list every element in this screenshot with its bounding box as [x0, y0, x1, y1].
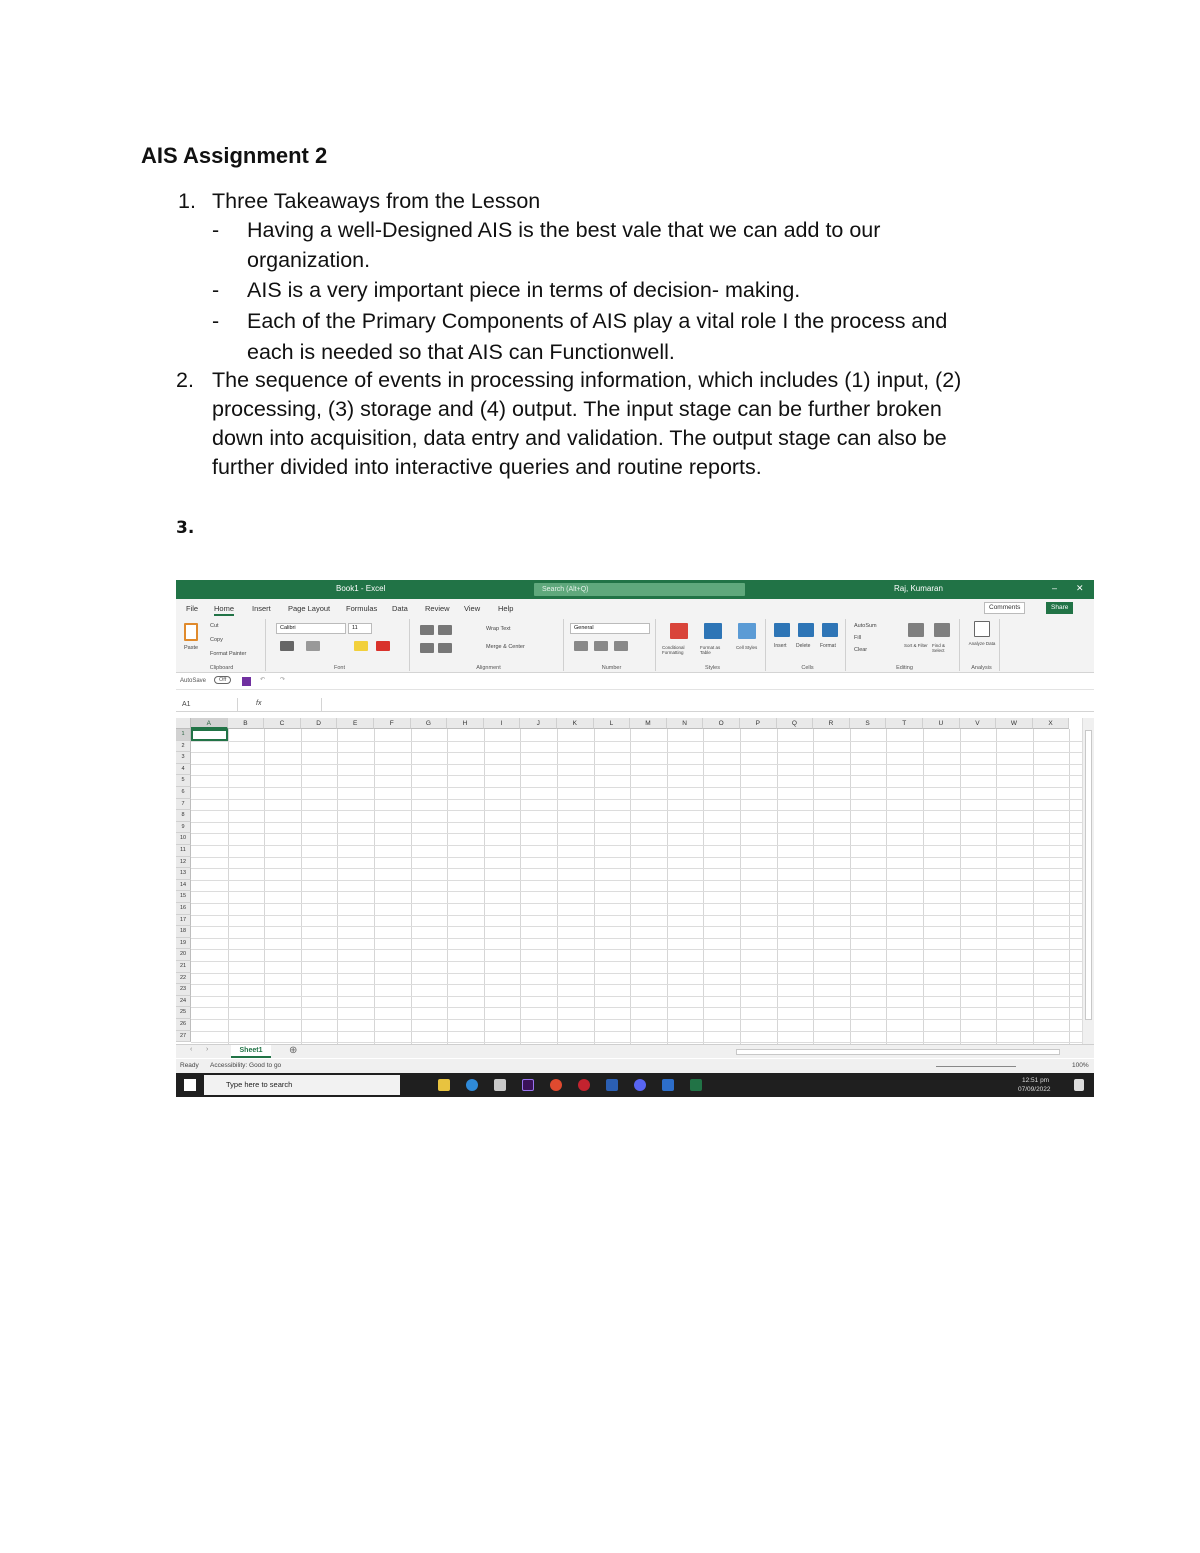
- tab-page-layout[interactable]: Page Layout: [288, 604, 331, 613]
- gridline-horizontal: [191, 822, 1082, 823]
- column-header[interactable]: S: [850, 718, 887, 729]
- format-cells-icon[interactable]: [822, 623, 838, 637]
- wrap-text-button[interactable]: Wrap Text: [486, 626, 511, 632]
- tab-view[interactable]: View: [464, 604, 481, 613]
- document-title: AIS Assignment 2: [141, 143, 328, 168]
- column-header[interactable]: X: [1033, 718, 1070, 729]
- gridline-horizontal: [191, 1031, 1082, 1032]
- clipboard-group: [178, 619, 266, 671]
- gridline-horizontal: [191, 973, 1082, 974]
- alignment-group: [414, 619, 564, 671]
- analyze-data-label: Analyze Data: [968, 641, 996, 646]
- row-header[interactable]: 3: [176, 752, 191, 764]
- delete-label: Delete: [796, 643, 811, 649]
- edge-icon[interactable]: [466, 1079, 478, 1091]
- column-header[interactable]: E: [337, 718, 374, 729]
- redo-icon[interactable]: ↷: [280, 677, 286, 683]
- row-header[interactable]: 27: [176, 1031, 191, 1043]
- delete-cells-icon[interactable]: [798, 623, 814, 637]
- row-header[interactable]: 25: [176, 1007, 191, 1019]
- percent-icon[interactable]: [594, 641, 608, 651]
- find-select-icon[interactable]: [934, 623, 950, 637]
- column-header[interactable]: R: [813, 718, 850, 729]
- bullet-2-dash: -: [212, 278, 220, 302]
- user-name[interactable]: Raj, Kumaran: [894, 584, 943, 593]
- column-header[interactable]: V: [960, 718, 997, 729]
- mail-icon[interactable]: [662, 1079, 674, 1091]
- fill-color-icon[interactable]: [354, 641, 368, 651]
- horizontal-scrollbar[interactable]: [736, 1049, 1060, 1055]
- next-sheet-icon[interactable]: ›: [206, 1046, 209, 1053]
- editing-caption: Editing: [896, 665, 913, 671]
- number-caption: Number: [601, 665, 622, 671]
- bullet-3-dash: -: [212, 309, 220, 333]
- sort-filter-label: Sort & Filter: [904, 643, 928, 648]
- cell-styles-label: Cell Styles: [736, 645, 758, 650]
- gridline-horizontal: [191, 938, 1082, 939]
- format-label: Format: [820, 643, 836, 649]
- font-color-icon[interactable]: [376, 641, 390, 651]
- cells-group: [770, 619, 846, 671]
- row-header[interactable]: 9: [176, 822, 191, 834]
- row-header[interactable]: 24: [176, 996, 191, 1008]
- currency-icon[interactable]: [574, 641, 588, 651]
- item-2-line-3: down into acquisition, data entry and validation. The output stage can also be: [212, 426, 947, 450]
- sheet-tab[interactable]: Sheet1: [231, 1045, 271, 1058]
- gridline-horizontal: [191, 996, 1082, 997]
- item-2-line-4: further divided into interactive queries and routine reports.: [212, 455, 762, 479]
- item-1: [178, 187, 196, 217]
- zoom-slider[interactable]: [936, 1066, 1016, 1067]
- align-center-icon[interactable]: [438, 643, 452, 653]
- gridline-horizontal: [191, 1019, 1082, 1020]
- row-header[interactable]: 19: [176, 938, 191, 950]
- row-header[interactable]: 8: [176, 810, 191, 822]
- select-all-corner[interactable]: [176, 718, 191, 729]
- row-header[interactable]: 2: [176, 741, 191, 753]
- item-2-line-2: processing, (3) storage and (4) output. The input stage can be further broken: [212, 397, 942, 421]
- gridline-horizontal: [191, 857, 1082, 858]
- row-header[interactable]: 11: [176, 845, 191, 857]
- gridline-horizontal: [191, 833, 1082, 834]
- gridline-horizontal: [191, 741, 1082, 742]
- gridline-horizontal: [191, 915, 1082, 916]
- excel-screenshot: [176, 580, 1094, 1097]
- gridline-horizontal: [191, 752, 1082, 753]
- fill-button[interactable]: Fill: [854, 635, 862, 641]
- column-header[interactable]: K: [557, 718, 594, 729]
- tab-insert[interactable]: Insert: [252, 604, 271, 613]
- styles-caption: Styles: [705, 665, 720, 671]
- cut-button[interactable]: Cut: [210, 623, 219, 629]
- alignment-caption: Alignment: [476, 665, 501, 671]
- row-header[interactable]: 23: [176, 984, 191, 996]
- name-box[interactable]: A1: [176, 698, 238, 712]
- row-header[interactable]: 4: [176, 764, 191, 776]
- taskbar-search[interactable]: Type here to search: [204, 1075, 400, 1095]
- gridline-horizontal: [191, 810, 1082, 811]
- row-header[interactable]: 22: [176, 973, 191, 985]
- gridline-horizontal: [191, 903, 1082, 904]
- new-sheet-icon[interactable]: ⊕: [289, 1045, 298, 1056]
- sheet-tab-bar: [176, 1044, 1094, 1058]
- tab-file[interactable]: File: [186, 604, 199, 613]
- opera-icon[interactable]: [578, 1079, 590, 1091]
- number-group: [568, 619, 656, 671]
- status-bar: [176, 1059, 1094, 1073]
- gridline-horizontal: [191, 775, 1082, 776]
- column-header[interactable]: U: [923, 718, 960, 729]
- insert-label: Insert: [774, 643, 787, 649]
- excel-title-bar: [176, 580, 1094, 599]
- prev-sheet-icon[interactable]: ‹: [190, 1046, 193, 1053]
- font-size-select[interactable]: 11: [348, 623, 372, 634]
- row-header[interactable]: 14: [176, 880, 191, 892]
- align-top-icon[interactable]: [420, 625, 434, 635]
- item-2-line-1: The sequence of events in processing information, which includes (1) input, (2): [212, 368, 962, 392]
- minimize-button[interactable]: –: [1052, 583, 1058, 593]
- bullet-1-line-1: Having a well-Designed AIS is the best vale that we can add to our: [247, 218, 881, 242]
- column-header[interactable]: C: [264, 718, 301, 729]
- tab-formulas[interactable]: Formulas: [346, 604, 378, 613]
- vertical-scroll-thumb[interactable]: [1085, 730, 1092, 1020]
- row-header[interactable]: 10: [176, 833, 191, 845]
- row-header[interactable]: 5: [176, 775, 191, 787]
- status-accessibility[interactable]: Accessibility: Good to go: [210, 1062, 282, 1069]
- clock-date[interactable]: 07/09/2022: [1018, 1086, 1051, 1093]
- row-header[interactable]: 12: [176, 857, 191, 869]
- row-header[interactable]: 26: [176, 1019, 191, 1031]
- share-button[interactable]: Share: [1046, 602, 1073, 614]
- active-cell[interactable]: [191, 729, 228, 741]
- excel-taskbar-icon[interactable]: [690, 1079, 702, 1091]
- gridline-horizontal: [191, 764, 1082, 765]
- format-painter-button[interactable]: Format Painter: [210, 651, 247, 657]
- comments-button[interactable]: Comments: [984, 602, 1025, 614]
- column-header[interactable]: L: [594, 718, 631, 729]
- gridline-horizontal: [191, 799, 1082, 800]
- gridline-horizontal: [191, 949, 1082, 950]
- autosave-toggle[interactable]: Off: [214, 676, 231, 684]
- column-header[interactable]: D: [301, 718, 338, 729]
- align-middle-icon[interactable]: [438, 625, 452, 635]
- analysis-caption: Analysis: [971, 665, 992, 671]
- column-header[interactable]: A: [191, 718, 228, 729]
- item-1-number: 1.: [178, 189, 196, 213]
- column-header[interactable]: Q: [777, 718, 814, 729]
- column-header[interactable]: W: [996, 718, 1033, 729]
- autosave-label: AutoSave: [180, 678, 207, 684]
- column-header[interactable]: N: [667, 718, 704, 729]
- paste-icon[interactable]: [184, 623, 198, 641]
- copy-button[interactable]: Copy: [210, 637, 223, 643]
- vertical-scrollbar[interactable]: [1082, 718, 1094, 1044]
- format-table-label: Format as Table: [700, 645, 721, 655]
- column-header[interactable]: P: [740, 718, 777, 729]
- spreadsheet-grid[interactable]: [176, 718, 1082, 1044]
- search-box[interactable]: Search (Alt+Q): [534, 583, 745, 596]
- conditional-formatting-icon[interactable]: [670, 623, 688, 639]
- format-table-icon[interactable]: [704, 623, 722, 639]
- fx-icon[interactable]: fx: [256, 700, 262, 707]
- column-header[interactable]: B: [228, 718, 265, 729]
- item-1-text: Three Takeaways from the Lesson: [212, 189, 541, 213]
- windows-start-icon[interactable]: [184, 1079, 196, 1091]
- ribbon-tabs: [176, 599, 1094, 617]
- row-header[interactable]: 20: [176, 949, 191, 961]
- cells-caption: Cells: [801, 665, 814, 671]
- gridline-horizontal: [191, 787, 1082, 788]
- column-header[interactable]: M: [630, 718, 667, 729]
- status-ready: Ready: [180, 1062, 199, 1069]
- bullet-1-dash: -: [212, 218, 220, 242]
- tab-review[interactable]: Review: [425, 604, 450, 613]
- gridline-horizontal: [191, 961, 1082, 962]
- item-2-number: 2.: [176, 368, 194, 392]
- conditional-formatting-label: Conditional Formatting: [662, 645, 685, 655]
- editing-group: [850, 619, 960, 671]
- formula-bar: [176, 698, 1094, 712]
- gridline-horizontal: [191, 868, 1082, 869]
- insert-cells-icon[interactable]: [774, 623, 790, 637]
- undo-icon[interactable]: ↶: [260, 677, 266, 683]
- bullet-2-line-1: AIS is a very important piece in terms of decision- making.: [247, 278, 801, 302]
- bullet-1-line-2: organization.: [247, 248, 371, 272]
- tab-home[interactable]: Home: [214, 604, 234, 616]
- column-header[interactable]: G: [411, 718, 448, 729]
- premiere-icon[interactable]: [522, 1079, 534, 1091]
- row-header[interactable]: 13: [176, 868, 191, 880]
- cell-styles-icon[interactable]: [738, 623, 756, 639]
- column-header[interactable]: F: [374, 718, 411, 729]
- paste-label: Paste: [184, 645, 199, 651]
- item-3-number: 3.: [176, 518, 195, 538]
- clear-button[interactable]: Clear: [854, 647, 868, 653]
- styles-group: [660, 619, 766, 671]
- ribbon: [176, 617, 1094, 673]
- row-header[interactable]: 1: [176, 729, 191, 741]
- column-header[interactable]: O: [703, 718, 740, 729]
- bullet-3-line-1: Each of the Primary Components of AIS play a vital role I the process and: [247, 309, 948, 333]
- number-format-select[interactable]: General: [570, 623, 650, 634]
- gridline-horizontal: [191, 1007, 1082, 1008]
- autosum-button[interactable]: AutoSum: [854, 623, 877, 629]
- row-header[interactable]: 7: [176, 799, 191, 811]
- gridline-horizontal: [191, 891, 1082, 892]
- word-icon[interactable]: [606, 1079, 618, 1091]
- quick-access-toolbar: [176, 674, 1094, 690]
- comma-icon[interactable]: [614, 641, 628, 651]
- font-group: [270, 619, 410, 671]
- gridline-horizontal: [191, 926, 1082, 927]
- row-header[interactable]: 18: [176, 926, 191, 938]
- merge-center-button[interactable]: Merge & Center: [486, 644, 525, 650]
- sort-filter-icon[interactable]: [908, 623, 924, 637]
- row-header[interactable]: 21: [176, 961, 191, 973]
- font-name-select[interactable]: Calibri: [276, 623, 346, 634]
- bullet-3-line-2: each is needed so that AIS can Functionwell.: [247, 340, 675, 364]
- bold-icon[interactable]: [280, 641, 294, 651]
- formula-input[interactable]: [321, 698, 1094, 712]
- gridline-horizontal: [191, 984, 1082, 985]
- find-select-label: Find & Select: [932, 643, 946, 653]
- tab-data[interactable]: Data: [392, 604, 408, 613]
- clipboard-caption: Clipboard: [209, 665, 234, 671]
- windows-taskbar: [176, 1073, 1094, 1097]
- analysis-group: [964, 619, 1000, 671]
- window-title: Book1 - Excel: [336, 584, 386, 593]
- row-header[interactable]: 17: [176, 915, 191, 927]
- row-header[interactable]: 15: [176, 891, 191, 903]
- row-header[interactable]: 6: [176, 787, 191, 799]
- align-left-icon[interactable]: [420, 643, 434, 653]
- clock-time[interactable]: 12:51 pm: [1022, 1077, 1050, 1084]
- file-explorer-icon[interactable]: [438, 1079, 450, 1091]
- close-button[interactable]: ✕: [1076, 583, 1084, 593]
- column-header[interactable]: J: [520, 718, 557, 729]
- row-header[interactable]: 16: [176, 903, 191, 915]
- tab-help[interactable]: Help: [498, 604, 514, 613]
- save-icon[interactable]: [242, 677, 251, 686]
- zoom-level[interactable]: 100%: [1072, 1062, 1089, 1069]
- gridline-horizontal: [191, 880, 1082, 881]
- notification-icon[interactable]: [1074, 1079, 1084, 1091]
- column-header[interactable]: T: [886, 718, 923, 729]
- store-icon[interactable]: [494, 1079, 506, 1091]
- column-header[interactable]: H: [447, 718, 484, 729]
- font-caption: Font: [333, 665, 345, 671]
- column-header[interactable]: I: [484, 718, 521, 729]
- italic-icon[interactable]: [306, 641, 320, 651]
- chrome-icon[interactable]: [550, 1079, 562, 1091]
- discord-icon[interactable]: [634, 1079, 646, 1091]
- analyze-data-icon[interactable]: [974, 621, 990, 637]
- gridline-horizontal: [191, 845, 1082, 846]
